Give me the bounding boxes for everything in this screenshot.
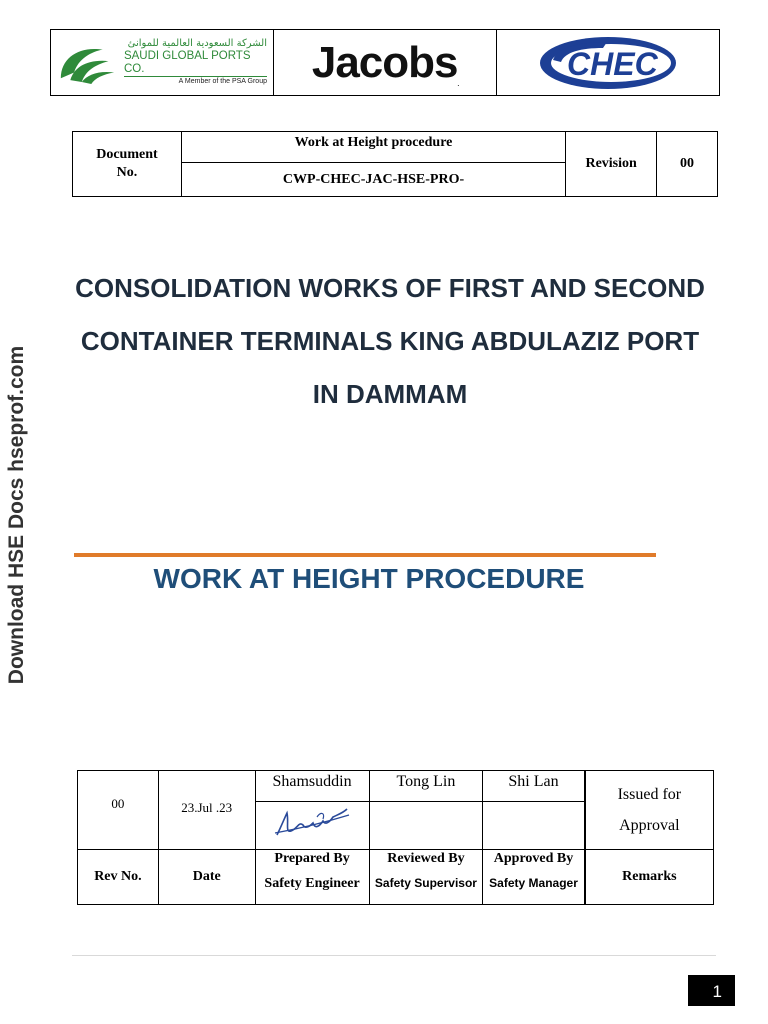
reviewed-by-name: Tong Lin [369, 771, 483, 802]
jacobs-mark: . [457, 81, 459, 88]
sgp-arabic-name: الشركة السعودية العالمية للموانئ [127, 38, 267, 49]
sgp-member-prefix: A Member of the [178, 78, 231, 85]
project-title-line2: CONTAINER TERMINALS KING ABDULAZIZ PORT [80, 326, 700, 356]
document-title-cell: Work at Height procedure [181, 132, 565, 163]
chec-logo [537, 34, 679, 92]
approved-by-name: Shi Lan [483, 771, 585, 802]
project-title-line3: IN DAMMAM [312, 379, 468, 409]
date-header: Date [158, 850, 255, 905]
revision-value: 00 [657, 132, 718, 197]
side-watermark[interactable] [4, 320, 30, 710]
approved-by-label: Approved By [493, 851, 574, 866]
jacobs-logo-text: Jacobs [311, 37, 458, 87]
footer-divider [72, 955, 716, 956]
document-number-cell: CWP-CHEC-JAC-HSE-PRO- [181, 163, 565, 197]
date-value: 23.Jul .23 [158, 771, 255, 850]
prepared-by-role: Safety Engineer [264, 876, 360, 891]
procedure-title: WORK AT HEIGHT PROCEDURE [153, 563, 585, 594]
title-divider [74, 553, 656, 557]
saudi-global-ports-logo [57, 38, 267, 87]
prepared-by-name: Shamsuddin [255, 771, 369, 802]
signature-image [267, 803, 357, 843]
chec-logo-text: CHEC [567, 45, 658, 82]
logo-header-table [50, 29, 720, 96]
sgp-member-line [124, 77, 267, 87]
reviewed-by-label: Reviewed By [387, 851, 465, 866]
approved-by-role: Safety Manager [489, 876, 578, 890]
prepared-by-header [255, 850, 369, 905]
remarks-value [585, 771, 714, 850]
sgp-wave-icon [57, 39, 118, 87]
document-info-table [72, 131, 718, 197]
page-number: 1 [688, 975, 735, 1006]
rev-no-value: 00 [78, 771, 159, 850]
project-title-line1: CONSOLIDATION WORKS OF FIRST AND SECOND [75, 273, 705, 303]
revision-label: Revision [566, 132, 657, 197]
project-title [60, 262, 720, 421]
approved-signature-cell [483, 802, 585, 850]
rev-no-header: Rev No. [78, 850, 159, 905]
document-number-label [73, 132, 182, 197]
remarks-line1: Issued for [617, 786, 682, 803]
jacobs-logo [312, 38, 458, 88]
reviewed-by-role: Safety Supervisor [374, 876, 477, 890]
psa-group-name: PSA Group [231, 78, 267, 85]
chec-logo-cell [497, 30, 719, 95]
sgp-english-name: SAUDI GLOBAL PORTS CO. [124, 50, 267, 77]
remarks-header: Remarks [585, 850, 714, 905]
reviewed-signature-cell [369, 802, 483, 850]
approved-by-header [483, 850, 585, 905]
signature-cell [255, 802, 369, 850]
remarks-line2: Approval [619, 817, 680, 834]
reviewed-by-header [369, 850, 483, 905]
prepared-by-label: Prepared By [274, 851, 350, 866]
jacobs-logo-cell [274, 30, 497, 95]
document-label-line1: Document [96, 147, 158, 162]
approval-table [77, 770, 714, 905]
watermark-text[interactable]: Download HSE Docs hseprof.com [5, 345, 28, 685]
document-label-line2: No. [116, 165, 138, 180]
saudi-global-ports-logo-cell [51, 30, 274, 95]
